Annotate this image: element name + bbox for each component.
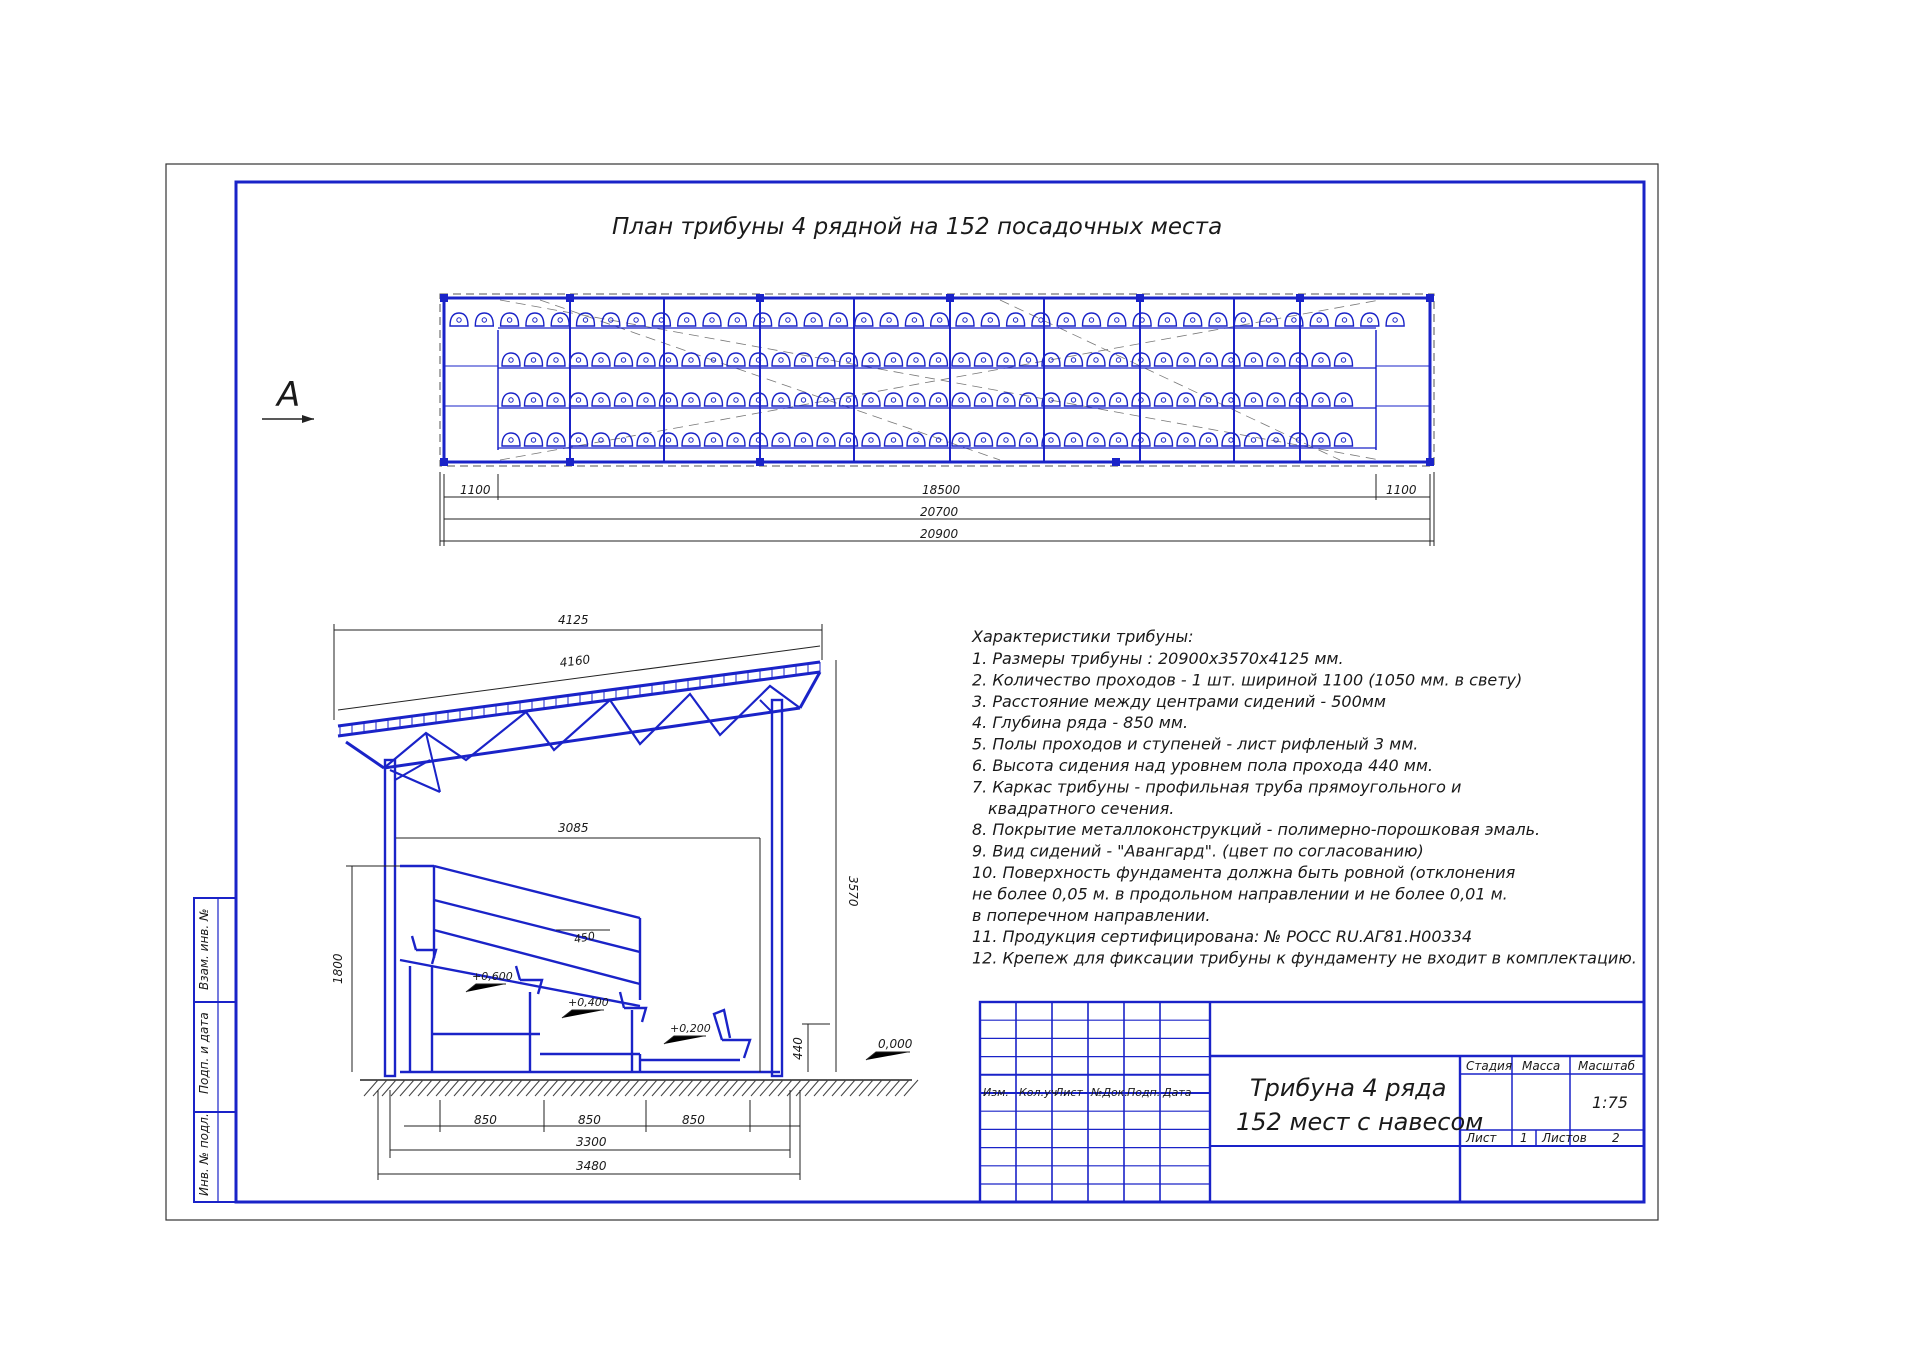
plan-seat: [1087, 353, 1105, 366]
plan-seat: [1087, 393, 1105, 406]
plan-seat: [997, 393, 1015, 406]
plan-seat: [1110, 353, 1128, 366]
plan-seat: [1133, 313, 1151, 326]
plan-post: [1426, 458, 1434, 466]
plan-seat: [1245, 433, 1263, 446]
plan-seat: [502, 393, 520, 406]
plan-seat: [907, 353, 925, 366]
dim-base-total: 3480: [576, 1159, 607, 1173]
plan-seat: [627, 313, 645, 326]
plan-seat: [1065, 433, 1083, 446]
plan-post: [440, 458, 448, 466]
plan-seat: [1267, 433, 1285, 446]
note-line: 2. Количество проходов - 1 шт. шириной 1100 (1050 мм. в свету): [972, 670, 1523, 690]
plan-seat: [1386, 313, 1404, 326]
plan-seat: [1222, 433, 1240, 446]
note-line: 3. Расстояние между центрами сидений - 500мм: [972, 691, 1386, 711]
plan-seat: [750, 353, 768, 366]
note-line: не более 0,05 м. в продольном направлении и не более 0,01 м.: [972, 884, 1508, 904]
note-line: 4. Глубина ряда - 850 мм.: [972, 713, 1189, 733]
plan-seat: [885, 393, 903, 406]
plan-seat: [1335, 393, 1353, 406]
section-view: [331, 613, 918, 1180]
notes: [971, 627, 1637, 968]
dim-step: 450: [573, 929, 596, 946]
plan-seat: [975, 433, 993, 446]
plan-seat: [1222, 393, 1240, 406]
plan-seat: [682, 433, 700, 446]
plan-seat: [885, 433, 903, 446]
plan-seat: [1158, 313, 1176, 326]
plan-seat: [637, 393, 655, 406]
plan-seat: [1335, 353, 1353, 366]
plan-seat: [705, 353, 723, 366]
plan-seat: [975, 393, 993, 406]
plan-seat: [830, 313, 848, 326]
plan-seat: [1108, 313, 1126, 326]
sheet-border: [166, 164, 1658, 1220]
plan-seat: [1155, 433, 1173, 446]
note-line: 1. Размеры трибуны : 20900x3570x4125 мм.: [972, 649, 1344, 668]
plan-seat: [660, 353, 678, 366]
plan-seat: [703, 313, 721, 326]
plan-seat: [502, 433, 520, 446]
tb-sheets-label: Листов: [1542, 1131, 1587, 1145]
plan-seat: [1032, 313, 1050, 326]
plan-seat: [551, 313, 569, 326]
plan-seat: [905, 313, 923, 326]
stamp-sign-date: Подп. и дата: [197, 1012, 211, 1094]
plan-seat: [1110, 433, 1128, 446]
note-line: 11. Продукция сертифицирована: № РОСС RU.AГ81.H00334: [972, 927, 1473, 947]
level-000: 0,000: [878, 1037, 913, 1051]
plan-seat: [931, 313, 949, 326]
plan-dim-inner-total: 20700: [920, 505, 959, 519]
tb-sheet-value: 1: [1520, 1131, 1528, 1145]
plan-seat: [930, 353, 948, 366]
plan-seat: [1020, 393, 1038, 406]
dim-height-total: 3570: [846, 876, 860, 907]
plan-seat: [907, 393, 925, 406]
tb-scale-value: 1:75: [1592, 1093, 1628, 1112]
plan-seat: [1177, 433, 1195, 446]
plan-seat: [997, 433, 1015, 446]
plan-seat: [772, 433, 790, 446]
plan-seat: [1007, 313, 1025, 326]
tb-sheet-label: Лист: [1466, 1131, 1497, 1145]
plan-seat: [1110, 393, 1128, 406]
plan-seat: [1312, 353, 1330, 366]
plan-seat: [682, 393, 700, 406]
plan-dim-end-left: 1100: [460, 483, 491, 497]
plan-seat: [570, 393, 588, 406]
plan-seat: [602, 313, 620, 326]
tb-scale-label: Масштаб: [1578, 1059, 1636, 1073]
plan-seat: [1065, 353, 1083, 366]
plan-seat: [1267, 393, 1285, 406]
dim-canopy-depth: 3085: [558, 821, 589, 835]
tb-mass-label: Масса: [1522, 1059, 1561, 1073]
plan-seat: [1312, 433, 1330, 446]
plan-seat: [1083, 313, 1101, 326]
plan-seat: [981, 313, 999, 326]
note-line: 8. Покрытие металлоконструкций - полимерно-порошковая эмаль.: [972, 820, 1541, 840]
plan-seat: [795, 433, 813, 446]
plan-seat: [728, 313, 746, 326]
plan-seat: [1361, 313, 1379, 326]
dim-roof-top: 4125: [558, 613, 589, 627]
note-line: 5. Полы проходов и ступеней - лист рифленый 3 мм.: [972, 734, 1419, 754]
plan-seat: [502, 353, 520, 366]
title-line1: Трибуна 4 ряда: [1250, 1074, 1447, 1102]
plan-seat: [705, 393, 723, 406]
plan-seat: [570, 353, 588, 366]
plan-seat: [1184, 313, 1202, 326]
view-marker-label: A: [277, 375, 301, 415]
plan-seat: [975, 353, 993, 366]
plan-post: [566, 294, 574, 302]
plan-seat: [1245, 353, 1263, 366]
note-line: 9. Вид сидений - "Авангард". (цвет по согласованию): [972, 841, 1424, 861]
plan-seat: [592, 353, 610, 366]
plan-seat: [930, 433, 948, 446]
plan-seat: [1155, 353, 1173, 366]
tb-col-header: Изм.: [983, 1086, 1009, 1099]
plan-seat: [1177, 393, 1195, 406]
note-line: 10. Поверхность фундамента должна быть ровной (отклонения: [972, 863, 1516, 882]
plan-seat: [804, 313, 822, 326]
plan-seat: [1310, 313, 1328, 326]
plan-title: План трибуны 4 рядной на 152 посадочных места: [612, 214, 1223, 240]
plan-seat: [678, 313, 696, 326]
plan-post: [756, 458, 764, 466]
note-line: 6. Высота сидения над уровнем пола прохода 440 мм.: [972, 756, 1433, 775]
plan-seat: [727, 433, 745, 446]
plan-seat: [754, 313, 772, 326]
plan-seat: [615, 393, 633, 406]
tb-sheets-value: 2: [1612, 1131, 1620, 1145]
plan-post: [566, 458, 574, 466]
plan-seat: [592, 433, 610, 446]
tb-stage-label: Стадия: [1466, 1059, 1513, 1073]
plan-seat: [547, 353, 565, 366]
plan-seat: [862, 393, 880, 406]
tb-col-header: Подп.: [1127, 1086, 1161, 1099]
note-line: квадратного сечения.: [988, 798, 1175, 818]
plan-post: [756, 294, 764, 302]
plan-seat: [1335, 433, 1353, 446]
plan-seat: [450, 313, 468, 326]
plan-seat: [1245, 393, 1263, 406]
tb-col-header: Лист: [1055, 1086, 1083, 1099]
plan-seat: [880, 313, 898, 326]
drawing-frame: [236, 182, 1644, 1202]
plan-seat: [952, 393, 970, 406]
plan-post: [1136, 294, 1144, 302]
plan-seat: [862, 433, 880, 446]
plan-seat: [1087, 433, 1105, 446]
plan-seat: [526, 313, 544, 326]
plan-dim-total: 20900: [920, 527, 959, 541]
plan-seat: [1200, 393, 1218, 406]
plan-seat: [1020, 433, 1038, 446]
side-stamp: [194, 898, 236, 1202]
plan-seat: [795, 393, 813, 406]
plan-post: [1112, 458, 1120, 466]
stamp-replace-inv: Взам. инв. №: [197, 908, 211, 990]
plan-seat: [652, 313, 670, 326]
plan-seat: [1177, 353, 1195, 366]
plan-seat: [660, 393, 678, 406]
plan-seat: [1200, 433, 1218, 446]
plan-seat: [637, 353, 655, 366]
plan-seat: [956, 313, 974, 326]
plan-seat: [615, 433, 633, 446]
plan-dim-middle: 18500: [922, 483, 961, 497]
dim-seat-height: 440: [791, 1037, 805, 1060]
stamp-inv-original: Инв. № подл.: [197, 1113, 211, 1196]
plan-seat: [501, 313, 519, 326]
plan-seat: [615, 353, 633, 366]
plan-post: [946, 294, 954, 302]
dim-row1: 850: [474, 1113, 497, 1127]
plan-seats: [450, 313, 1404, 448]
dim-roof-slope: 4160: [558, 652, 591, 670]
plan-seat: [727, 393, 745, 406]
tb-col-header: Кол.уч: [1019, 1086, 1058, 1099]
plan-seat: [907, 433, 925, 446]
plan-seat: [682, 353, 700, 366]
level-400: +0,400: [568, 996, 609, 1009]
plan-seat: [1290, 353, 1308, 366]
view-marker: [262, 375, 314, 423]
plan-seat: [772, 393, 790, 406]
level-600: +0,600: [472, 970, 513, 983]
plan-seat: [817, 353, 835, 366]
dim-base-inner: 3300: [576, 1135, 607, 1149]
note-line: в поперечном направлении.: [972, 905, 1211, 925]
note-line: 7. Каркас трибуны - профильная труба прямоугольного и: [972, 777, 1462, 797]
plan-seat: [577, 313, 595, 326]
plan-post: [1296, 294, 1304, 302]
plan-seat: [525, 393, 543, 406]
dim-stand-height: 1800: [331, 953, 345, 984]
plan-seat: [637, 433, 655, 446]
plan-seat: [930, 393, 948, 406]
plan-seat: [1312, 393, 1330, 406]
title-line2: 152 мест с навесом: [1236, 1108, 1484, 1136]
plan-seat: [779, 313, 797, 326]
plan-seat: [1155, 393, 1173, 406]
plan-post: [1426, 294, 1434, 302]
plan-seat: [862, 353, 880, 366]
plan-seat: [727, 353, 745, 366]
plan-seat: [1057, 313, 1075, 326]
plan-seat: [750, 433, 768, 446]
plan-seat: [547, 393, 565, 406]
plan-seat: [1200, 353, 1218, 366]
plan-dim-end-right: 1100: [1386, 483, 1417, 497]
notes-heading: Характеристики трибуны:: [972, 627, 1194, 646]
plan-seat: [772, 353, 790, 366]
plan-seat: [817, 433, 835, 446]
dim-row3: 850: [682, 1113, 705, 1127]
plan-seat: [855, 313, 873, 326]
dim-row2: 850: [578, 1113, 601, 1127]
plan-seat: [1336, 313, 1354, 326]
plan-seat: [660, 433, 678, 446]
plan-seat: [525, 433, 543, 446]
plan-seat: [547, 433, 565, 446]
plan-seat: [1209, 313, 1227, 326]
plan-seat: [1222, 353, 1240, 366]
plan-post: [440, 294, 448, 302]
plan-seat: [525, 353, 543, 366]
title-block: [980, 1002, 1644, 1202]
tb-col-header: №Док.: [1091, 1086, 1128, 1099]
tb-col-header: Дата: [1163, 1086, 1192, 1099]
note-line: 12. Крепеж для фиксации трибуны к фундаменту не входит в комплектацию.: [972, 948, 1637, 968]
plan-seat: [570, 433, 588, 446]
plan-seat: [475, 313, 493, 326]
plan-seat: [1267, 353, 1285, 366]
plan-seat: [997, 353, 1015, 366]
plan-seat: [592, 393, 610, 406]
level-200: +0,200: [670, 1022, 711, 1035]
plan-seat: [885, 353, 903, 366]
plan-seat: [1290, 393, 1308, 406]
plan-seat: [750, 393, 768, 406]
plan-seat: [952, 353, 970, 366]
plan-seat: [705, 433, 723, 446]
